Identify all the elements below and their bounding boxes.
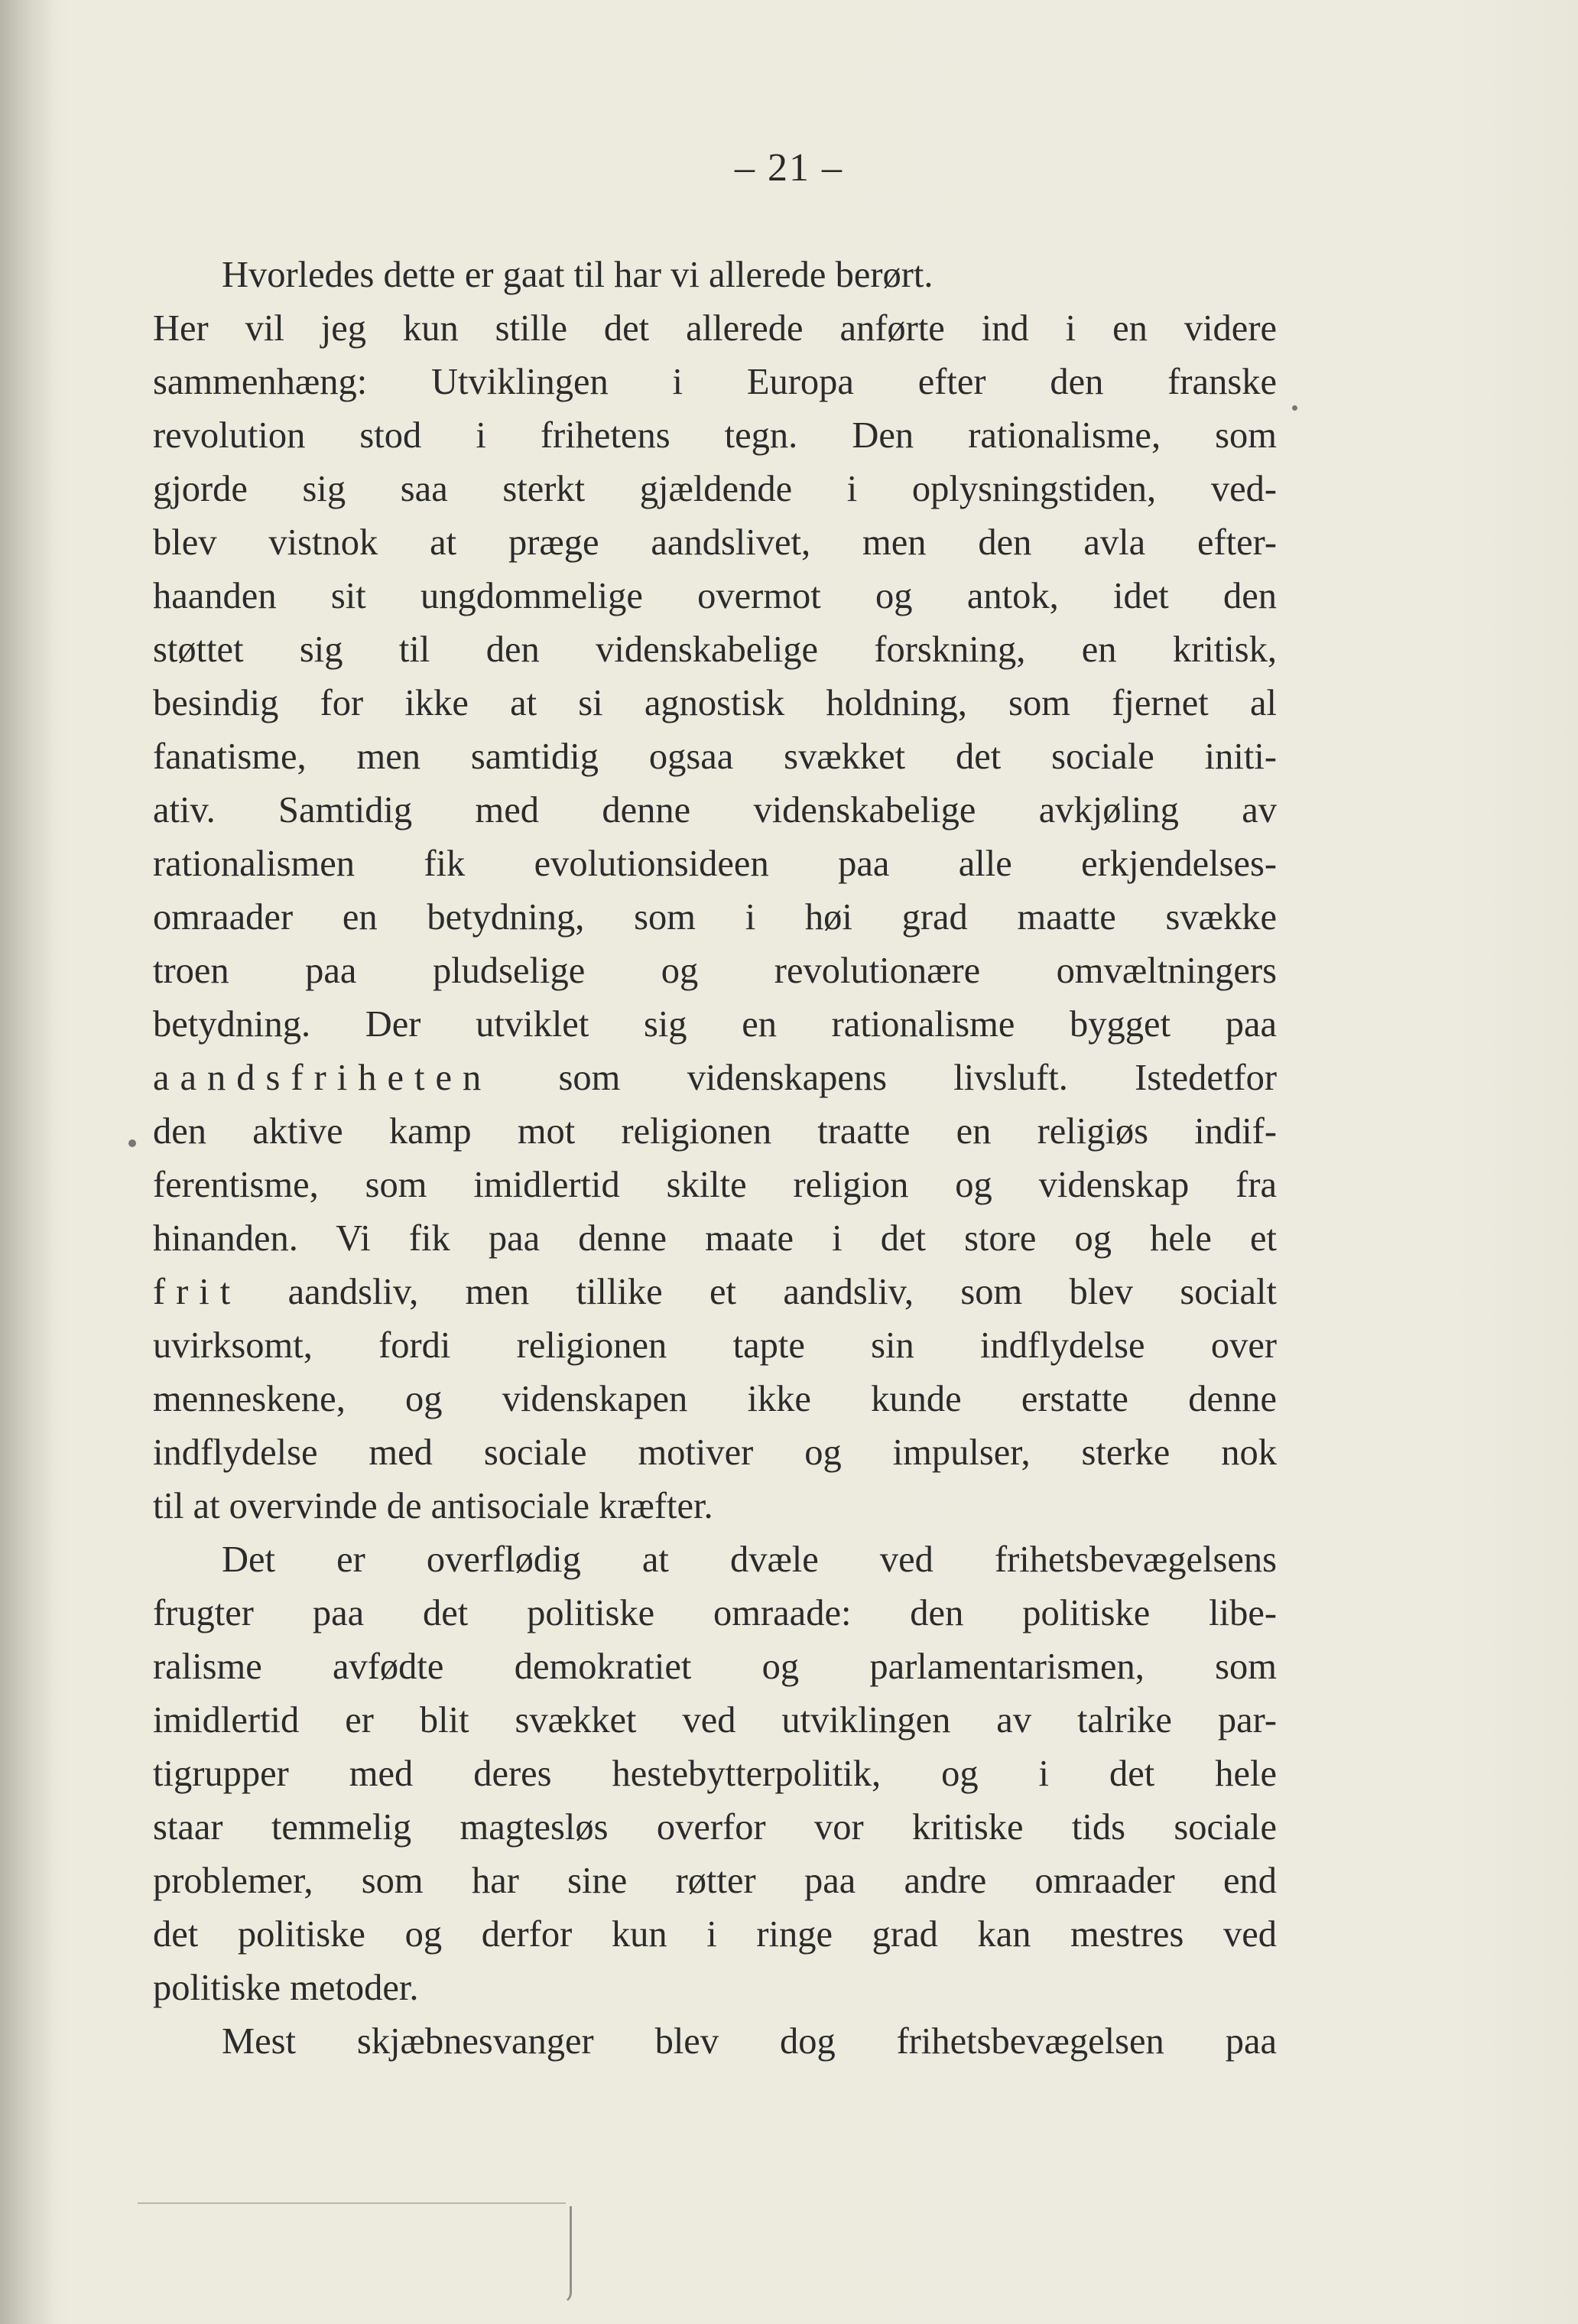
text-line: menneskene, og videnskapen ikke kunde erstatte denne [153,1379,1277,1419]
footer-bracket-mark [554,2206,572,2303]
text-line: indflydelse med sociale motiver og impulser, sterke nok [153,1432,1277,1473]
text-line [153,1051,1277,1105]
text-line: støttet sig til den videnskabelige forskning, en kritisk, [153,629,1277,670]
page-number: – 21 – [735,146,843,190]
text-line: troen paa pludselige og revolutionære omvæltningers [153,951,1277,991]
text-line: ferentisme, som imidlertid skilte religion og videnskap fra [153,1165,1277,1205]
text-line: tigrupper med deres hestebytterpolitik, og i det hele [153,1754,1277,1794]
margin-dot [128,1139,136,1147]
text-line: politiske metoder. [153,1968,419,2008]
margin-dot [1292,405,1297,411]
line-rest: aandsliv, men tillike et aandsliv, som blev socialt [241,1272,1277,1312]
emphasized-word: frit [153,1272,242,1312]
text-line: rationalismen fik evolutionsideen paa alle erkjendelses- [153,843,1277,884]
text-line: staar temmelig magtesløs overfor vor kritiske tids sociale [153,1807,1277,1848]
text-line: ativ. Samtidig med denne videnskabelige avkjøling av [153,790,1277,830]
text-line: problemer, som har sine røtter paa andre omraader end [153,1861,1277,1901]
text-line: Her vil jeg kun stille det allerede anførte ind i en videre [153,308,1277,349]
text-line: blev vistnok at præge aandslivet, men den avla efter- [153,522,1277,563]
text-line: til at overvinde de antisociale kræfter. [153,1486,713,1526]
text-line: omraader en betydning, som i høi grad maatte svække [153,897,1277,938]
line-rest: som videnskapens livsluft. Istedetfor [492,1058,1277,1098]
text-line: frugter paa det politiske omraade: den politiske libe- [153,1593,1277,1633]
text-line: revolution stod i frihetens tegn. Den rationalisme, som [153,415,1277,456]
text-line: fanatisme, men samtidig ogsaa svækket det sociale initi- [153,736,1277,777]
text-line: imidlertid er blit svækket ved utviklingen av talrike par- [153,1700,1277,1741]
text-line: haanden sit ungdommelige overmot og antok, idet den [153,576,1277,616]
footer-rule [138,2202,566,2204]
emphasized-word: aandsfriheten [153,1058,492,1098]
text-line: det politiske og derfor kun i ringe grad kan mestres ved [153,1914,1277,1955]
text-line: uvirksomt, fordi religionen tapte sin indflydelse over [153,1325,1277,1366]
text-line: besindig for ikke at si agnostisk holdning, som fjernet al [153,683,1277,723]
text-line: hinanden. Vi fik paa denne maate i det store og hele et [153,1218,1277,1259]
text-line: gjorde sig saa sterkt gjældende i oplysningstiden, ved- [153,469,1277,509]
text-line: betydning. Der utviklet sig en rationalisme bygget paa [153,1004,1277,1045]
page-gutter-shadow [0,0,54,2324]
text-line: sammenhæng: Utviklingen i Europa efter den franske [153,362,1277,402]
text-line: ralisme avfødte demokratiet og parlamentarismen, som [153,1646,1277,1687]
text-line: Hvorledes dette er gaat til har vi allerede berørt. [222,255,933,295]
text-line: Mest skjæbnesvanger blev dog frihetsbevægelsen paa [222,2021,1277,2062]
text-line [153,1266,1277,1319]
text-line: Det er overflødig at dvæle ved frihetsbevægelsens [222,1539,1277,1580]
text-line: den aktive kamp mot religionen traatte en religiøs indif- [153,1111,1277,1152]
body-text [153,249,1277,2069]
